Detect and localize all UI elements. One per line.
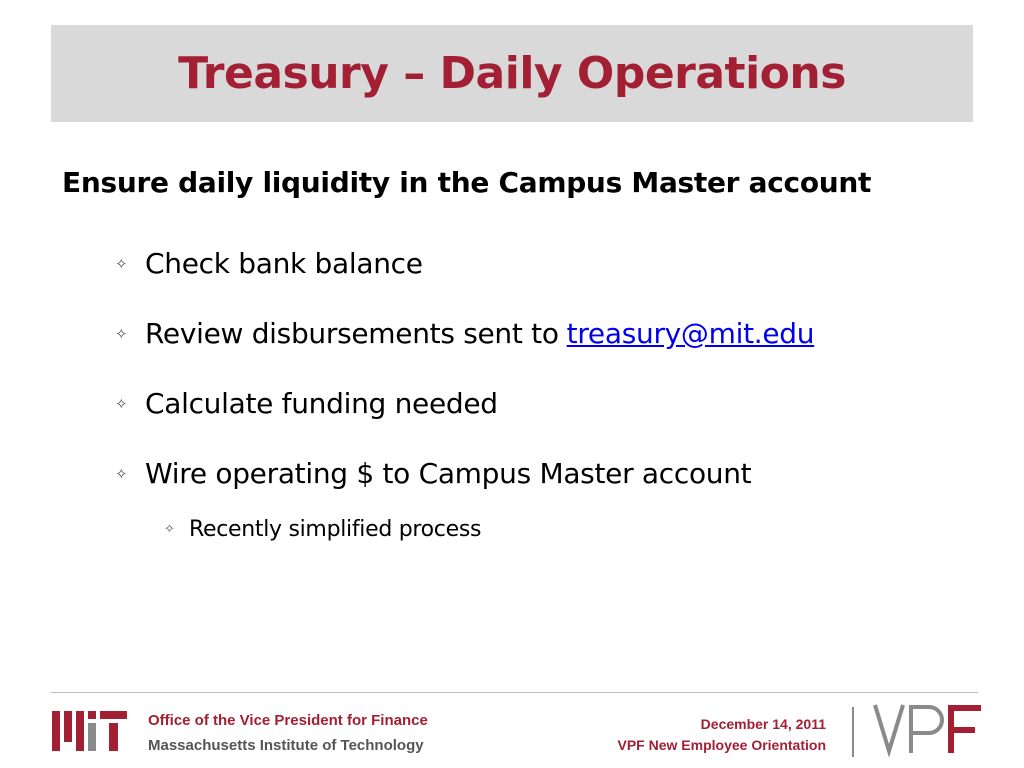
footer-divider bbox=[51, 692, 978, 693]
institute-name: Massachusetts Institute of Technology bbox=[148, 737, 424, 754]
mit-logo bbox=[52, 711, 132, 751]
bullet-item bbox=[115, 317, 814, 350]
office-name: Office of the Vice President for Finance bbox=[148, 712, 428, 729]
four-point-star-icon: ✧ bbox=[115, 464, 128, 483]
vpf-logo bbox=[873, 703, 985, 757]
four-point-star-icon: ✧ bbox=[164, 522, 175, 537]
four-point-star-icon: ✧ bbox=[115, 324, 128, 343]
bullet-text: Review disbursements sent to bbox=[145, 317, 559, 350]
bullet-text: Check bank balance bbox=[145, 247, 423, 280]
event-name: VPF New Employee Orientation bbox=[617, 737, 826, 753]
bullet-text: Calculate funding needed bbox=[145, 387, 498, 420]
bullet-item bbox=[115, 457, 751, 490]
bullet-item bbox=[115, 387, 498, 420]
slide-title: Treasury – Daily Operations bbox=[178, 48, 846, 99]
presentation-date: December 14, 2011 bbox=[700, 716, 826, 732]
sub-bullet-item bbox=[164, 517, 481, 542]
title-bar bbox=[51, 25, 973, 122]
bullet-text: Wire operating $ to Campus Master account bbox=[145, 457, 752, 490]
four-point-star-icon: ✧ bbox=[115, 254, 128, 273]
bullet-item bbox=[115, 247, 423, 280]
sub-bullet-text: Recently simplified process bbox=[189, 517, 482, 542]
footer-separator bbox=[852, 707, 854, 757]
four-point-star-icon: ✧ bbox=[115, 394, 128, 413]
slide-heading: Ensure daily liquidity in the Campus Master account bbox=[62, 166, 872, 199]
treasury-email-link[interactable]: treasury@mit.edu bbox=[566, 317, 815, 350]
